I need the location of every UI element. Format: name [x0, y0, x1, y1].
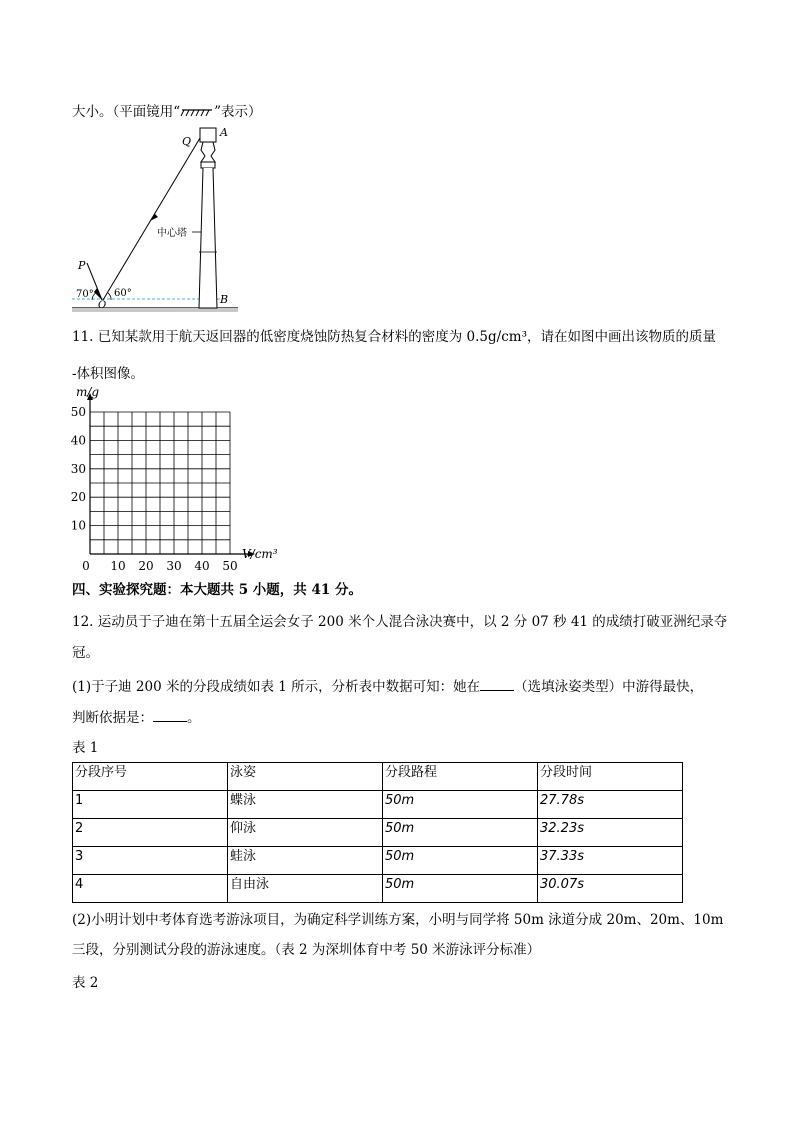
label-A: A: [220, 126, 228, 139]
table-cell: 1: [73, 791, 228, 819]
table-cell: 32.23s: [538, 819, 683, 847]
q12-part1-text-a: (1)于子迪 200 米的分段成绩如表 1 所示，分析表中数据可知：她在: [72, 679, 481, 695]
mirror-hatch-icon: [180, 106, 214, 120]
y-tick-label: 30: [70, 461, 86, 476]
section4-heading: 四、实验探究题：本大题共 5 小题，共 41 分。: [72, 582, 362, 598]
y-axis-label: m/g: [76, 385, 100, 399]
table-row: [73, 819, 683, 847]
angle-60-label: 60°: [114, 288, 132, 299]
x-axis-label: V/cm³: [242, 547, 278, 561]
x-tick-label: 0: [82, 559, 90, 573]
q12-part2-line1: (2)小明计划中考体育选考游泳项目，为确定科学训练方案，小明与同学将 50m 泳道分成 20m、20m、10m: [72, 912, 724, 928]
y-tick-label: 10: [70, 518, 86, 533]
table-cell: 50m: [383, 847, 538, 875]
table-header-cell: 泳姿: [228, 763, 383, 791]
table-row: [73, 847, 683, 875]
y-tick-label: 50: [70, 405, 86, 419]
x-tick-label: 50: [222, 559, 238, 573]
q11-line1: 11. 已知某款用于航天返回器的低密度烧蚀防热复合材料的密度为 0.5g/cm³，请在如图中画出该物质的质量: [72, 329, 716, 345]
table-cell: 50m: [383, 875, 538, 903]
x-tick-label: 30: [166, 559, 182, 573]
table1-caption: 表 1: [72, 740, 99, 756]
y-tick-label: 40: [70, 433, 86, 448]
tower-neck: [201, 142, 215, 162]
table-cell: 3: [73, 847, 228, 875]
q10-tail-line: [72, 102, 262, 122]
answer-blank-reason[interactable]: [153, 707, 187, 722]
q10-tail-text: 大小。（平面镜用“: [72, 104, 181, 120]
table-cell: 27.78s: [538, 791, 683, 819]
table-row: [73, 791, 683, 819]
angle-70-label: 70°: [76, 289, 94, 300]
table2-caption: 表 2: [72, 975, 99, 991]
table-header-cell: 分段路程: [383, 763, 538, 791]
x-tick-label: 40: [194, 559, 210, 573]
answer-blank-stroke[interactable]: [480, 676, 514, 691]
q12-part1-line1: [72, 676, 703, 697]
table-cell: 自由泳: [228, 875, 383, 903]
table-header-cell: 分段时间: [538, 763, 683, 791]
mass-volume-grid-chart[interactable]: [66, 384, 296, 574]
q11-line2: -体积图像。: [72, 366, 145, 382]
table-header-cell: 分段序号: [73, 763, 228, 791]
x-tick-label: 20: [138, 559, 154, 573]
x-tick-label: 10: [110, 559, 126, 573]
q12-part1-text-b: （选填泳姿类型）中游得最快，: [514, 679, 704, 695]
tower-top-box: [200, 128, 216, 142]
q12-part1-line2: [72, 707, 201, 728]
label-O: O: [98, 300, 107, 311]
table-header-row: [73, 763, 683, 791]
ground-hatch: [72, 308, 238, 312]
label-P: P: [78, 259, 86, 272]
q10-tail-close: ”表示）: [214, 104, 262, 120]
q12-part1-text-c: 判断依据是：: [72, 710, 153, 726]
label-B: B: [220, 293, 229, 306]
q12-line1: 12. 运动员于子迪在第十五届全运会女子 200 米个人混合泳决赛中，以 2 分 07 秒 41 的成绩打破亚洲纪录夺: [72, 614, 728, 630]
table-cell: 30.07s: [538, 875, 683, 903]
table-cell: 50m: [383, 819, 538, 847]
table1: [72, 762, 683, 903]
table-cell: 蝶泳: [228, 791, 383, 819]
tower-collar: [201, 162, 215, 168]
y-tick-labels: [71, 405, 86, 533]
table-cell: 仰泳: [228, 819, 383, 847]
tower-reflection-figure: [70, 122, 240, 314]
x-tick-labels: [82, 559, 237, 573]
label-Q: Q: [182, 135, 192, 148]
grid-lines: [90, 412, 230, 554]
y-tick-label: 20: [70, 490, 86, 505]
table-cell: 蛙泳: [228, 847, 383, 875]
q12-line2: 冠。: [72, 645, 99, 661]
tower-body: [199, 168, 217, 308]
table-cell: 50m: [383, 791, 538, 819]
mirror-symbol-icon: [180, 106, 214, 120]
tower-label: 中心塔: [157, 228, 187, 239]
table-cell: 37.33s: [538, 847, 683, 875]
table-row: [73, 875, 683, 903]
table-cell: 4: [73, 875, 228, 903]
q12-part2-line2: 三段，分别测试分段的游泳速度。（表 2 为深圳体育中考 50 米游泳评分标准）: [72, 942, 541, 958]
table-cell: 2: [73, 819, 228, 847]
q12-part1-text-d: 。: [187, 710, 201, 726]
